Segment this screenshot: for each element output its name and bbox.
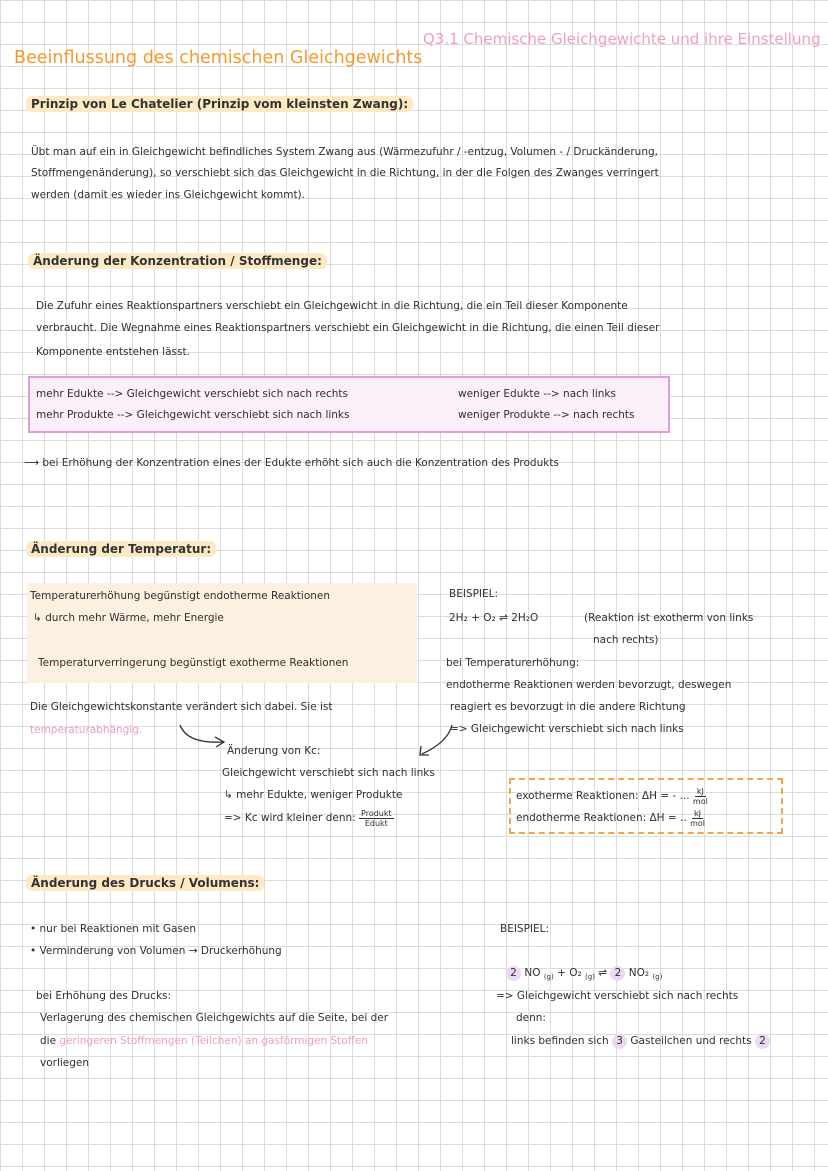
endo-unit-den: mol — [690, 818, 705, 828]
temperatur-beispiel-label: BEISPIEL: — [449, 588, 499, 600]
druck-bullet-1: • nur bei Reaktionen mit Gasen — [30, 923, 196, 935]
endo-line — [516, 807, 705, 829]
druck-links-line — [511, 1030, 770, 1052]
le-chatelier-heading: Prinzip von Le Chatelier (Prinzip vom kleinsten Zwang): — [26, 96, 413, 112]
exo-label: exotherme Reaktionen: ΔH = - ... — [516, 790, 690, 802]
equilibrium-arrow-icon: ⇌ — [598, 967, 611, 979]
kc-line-2: ↳ mehr Edukte, weniger Produkte — [224, 789, 403, 801]
exo-line — [516, 785, 708, 807]
box-right-line-2: weniger Produkte --> nach rechts — [458, 409, 635, 421]
temperatur-box-line-1: Temperaturerhöhung begünstigt endotherme Reaktionen — [30, 590, 331, 602]
druck-erh-line-4: vorliegen — [40, 1057, 90, 1069]
konzentration-line-3: Komponente entstehen lässt. — [36, 346, 190, 358]
page-title: Beeinflussung des chemischen Gleichgewichts — [14, 48, 423, 68]
links-b: Gasteilchen und rechts — [630, 1035, 752, 1047]
temperatur-box-line-2: ↳ durch mehr Wärme, mehr Energie — [33, 612, 224, 624]
eq-part-3: NO₂ — [628, 967, 650, 979]
box-left-line-1: mehr Edukte --> Gleichgewicht verschiebt sich nach rechts — [36, 388, 348, 400]
konzentration-heading: Änderung der Konzentration / Stoffmenge: — [28, 253, 327, 269]
expl-line-3: reagiert es bevorzugt in die andere Richtung — [450, 701, 686, 713]
links-num-circle: 3 — [612, 1034, 627, 1049]
exo-unit — [693, 787, 708, 806]
druck-erh-line-3 — [40, 1030, 368, 1052]
expl-line-2: endotherme Reaktionen werden bevorzugt, deswegen — [446, 679, 732, 691]
kc-fraction-num: Produkt — [361, 808, 392, 818]
curved-arrow-icon — [175, 722, 235, 750]
druck-erh-line-2: Verlagerung des chemischen Gleichgewichts auf die Seite, bei der — [40, 1012, 389, 1024]
coef-circle-1: 2 — [506, 966, 521, 981]
rechts-num-circle: 2 — [755, 1034, 770, 1049]
kc-fraction — [359, 809, 394, 828]
druck-denn: denn: — [516, 1012, 546, 1024]
druck-erh-line-1: bei Erhöhung des Drucks: — [36, 990, 172, 1002]
kc-fraction-den: Edukt — [364, 818, 388, 828]
kc-line-1: Gleichgewicht verschiebt sich nach links — [222, 767, 435, 779]
kc-line-3-text: => Kc wird kleiner denn: — [224, 812, 356, 824]
konzentration-line-2: verbraucht. Die Wegnahme eines Reaktionspartners verschiebt ein Gleichgewicht in die Richtung, die einen Teil dieser — [36, 322, 660, 334]
g-1: (g) — [543, 973, 554, 982]
arrow-right-icon: ⟶ — [24, 457, 43, 469]
eq-part-1: NO — [524, 967, 541, 979]
arrow-note — [24, 452, 559, 474]
arrow-note-text: bei Erhöhung der Konzentration eines der Edukte erhöht sich auch die Konzentration des Produkts — [42, 457, 559, 469]
konstante-line: Die Gleichgewichtskonstante verändert sich dabei. Sie ist — [30, 701, 333, 713]
le-chatelier-line-3: werden (damit es wieder ins Gleichgewicht kommt). — [31, 189, 305, 201]
temperatur-box-line-3: Temperaturverringerung begünstigt exotherme Reaktionen — [38, 657, 349, 669]
endo-unit-num: kJ — [694, 808, 702, 818]
konstante-pink: temperaturabhängig. — [30, 724, 143, 736]
exo-unit-den: mol — [692, 796, 708, 806]
temperatur-equation: 2H₂ + O₂ ⇌ 2H₂O — [449, 612, 539, 624]
druck-erh-line-3-a: die — [40, 1035, 57, 1047]
expl-line-4: => Gleichgewicht verschiebt sich nach links — [450, 723, 684, 735]
links-a: links befinden sich — [511, 1035, 609, 1047]
endo-unit — [690, 809, 705, 828]
eq-part-2: + O₂ — [557, 967, 582, 979]
equation-note-2: nach rechts) — [593, 634, 659, 646]
druck-result-line: => Gleichgewicht verschiebt sich nach rechts — [496, 990, 739, 1002]
box-left-line-2: mehr Produkte --> Gleichgewicht verschiebt sich nach links — [36, 409, 350, 421]
temperatur-heading: Änderung der Temperatur: — [26, 541, 216, 557]
konzentration-line-1: Die Zufuhr eines Reaktionspartners verschiebt ein Gleichgewicht in die Richtung, die ein Teil dieser Komponente — [36, 300, 628, 312]
kc-heading: Änderung von Kc: — [227, 745, 321, 757]
box-right-line-1: weniger Edukte --> nach links — [458, 388, 616, 400]
druck-beispiel-label: BEISPIEL: — [500, 923, 550, 935]
exo-unit-num: kJ — [696, 786, 704, 796]
druck-bullet-2: • Verminderung von Volumen → Druckerhöhung — [30, 945, 282, 957]
druck-erh-line-3-pink: geringeren Stoffmengen (Teilchen) an gasförmigen Stoffen — [59, 1035, 369, 1047]
kc-line-3 — [224, 807, 394, 829]
topic-heading: Q3.1 Chemische Gleichgewichte und ihre Einstellung — [423, 30, 821, 48]
g-3: (g) — [652, 973, 663, 982]
expl-line-1: bei Temperaturerhöhung: — [446, 657, 580, 669]
le-chatelier-line-2: Stoffmengenänderung), so verschiebt sich das Gleichgewicht in die Richtung, in der die Folgen des Zwanges verringert — [31, 167, 659, 179]
le-chatelier-line-1: Übt man auf ein in Gleichgewicht befindliches System Zwang aus (Wärmezufuhr / -entzug, Volumen - / Druckänderung, — [31, 146, 658, 158]
coef-circle-2: 2 — [610, 966, 625, 981]
endo-label: endotherme Reaktionen: ΔH = .. — [516, 812, 687, 824]
equation-note-1: (Reaktion ist exotherm von links — [584, 612, 754, 624]
g-2: (g) — [585, 973, 595, 982]
druck-heading: Änderung des Drucks / Volumens: — [26, 875, 264, 891]
